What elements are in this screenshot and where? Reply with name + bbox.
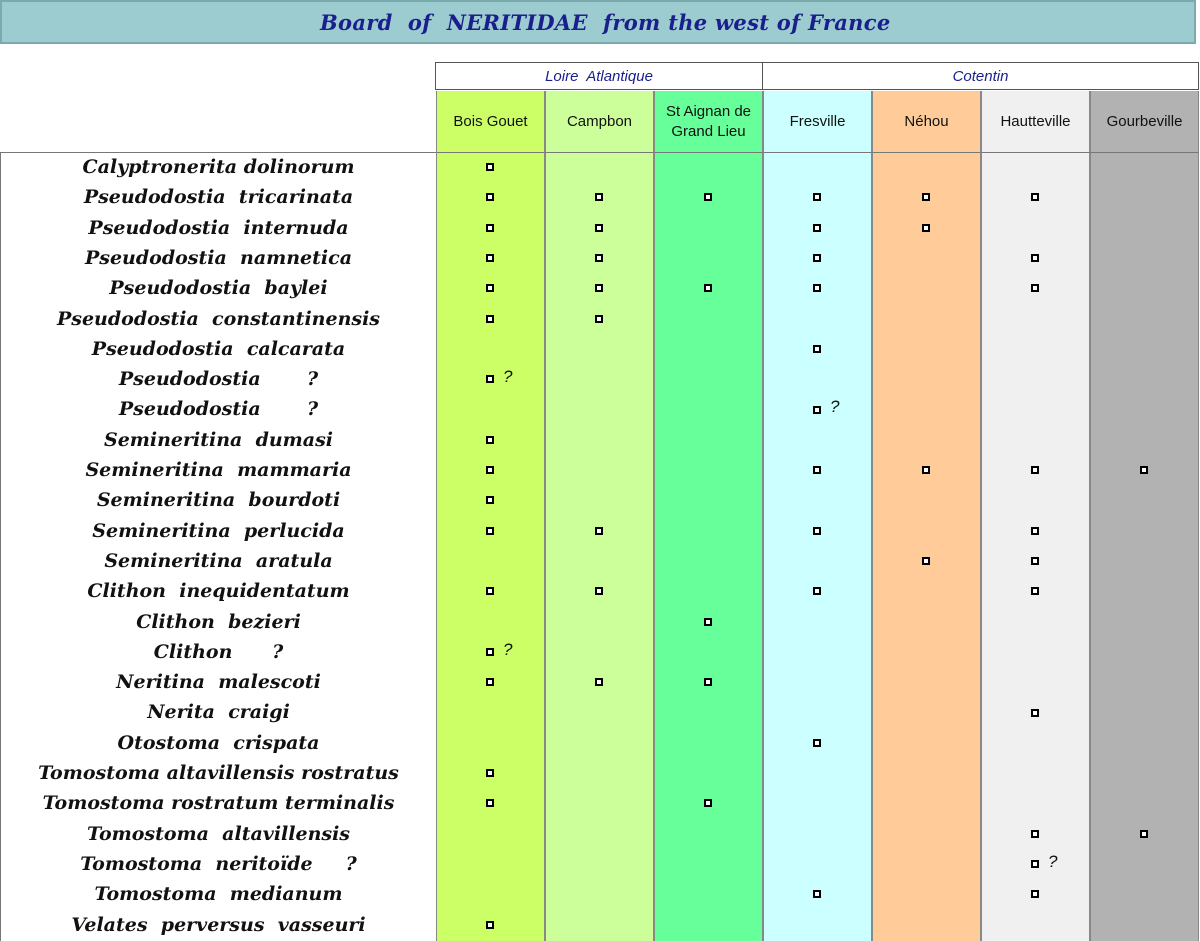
species-name: Calyptronerita dolinorum	[82, 156, 355, 178]
title-bar	[0, 0, 1196, 44]
species-name: Clithon bezieri	[136, 610, 301, 633]
uncertain-marker: ?	[1048, 851, 1058, 871]
column-header	[436, 91, 545, 153]
column-1-background	[436, 91, 545, 941]
column-header	[763, 91, 872, 153]
presence-marker	[486, 284, 494, 292]
presence-marker	[1031, 557, 1039, 565]
presence-marker	[486, 436, 494, 444]
column-6-background	[981, 91, 1090, 941]
presence-marker	[922, 466, 930, 474]
species-name: Tomostoma altavillensis rostratus	[38, 762, 399, 784]
species-name: Pseudodostia namnetica	[84, 246, 353, 269]
presence-marker	[486, 678, 494, 686]
presence-marker	[486, 496, 494, 504]
presence-marker	[1031, 466, 1039, 474]
species-name: Semineritina bourdoti	[96, 489, 341, 512]
column-header	[981, 91, 1090, 153]
presence-marker	[813, 406, 821, 414]
presence-marker	[486, 315, 494, 323]
presence-marker	[813, 193, 821, 201]
species-name: Clithon inequidentatum	[87, 580, 350, 603]
presence-marker	[813, 587, 821, 595]
column-header	[545, 91, 654, 153]
presence-marker	[813, 739, 821, 747]
column-header	[1090, 91, 1199, 153]
presence-marker	[486, 254, 494, 262]
presence-marker	[1140, 830, 1148, 838]
presence-marker	[486, 799, 494, 807]
species-name: Tomostoma altavillensis	[86, 822, 351, 845]
presence-marker	[486, 193, 494, 201]
species-name: Pseudodostia internuda	[88, 216, 349, 239]
species-name: Pseudodostia tricarinata	[83, 186, 354, 209]
presence-marker	[813, 254, 821, 262]
presence-marker	[1140, 466, 1148, 474]
presence-marker	[813, 284, 821, 292]
uncertain-marker: ?	[830, 397, 840, 417]
column-7-background	[1090, 91, 1199, 941]
presence-marker	[704, 799, 712, 807]
presence-marker	[1031, 830, 1039, 838]
species-name: Semineritina dumasi	[103, 428, 334, 451]
presence-marker	[486, 587, 494, 595]
presence-marker	[486, 648, 494, 656]
column-2-background	[545, 91, 654, 941]
species-name: Semineritina mammaria	[85, 459, 352, 481]
presence-marker	[922, 224, 930, 232]
species-name: Tomostoma rostratum terminalis	[42, 792, 395, 815]
presence-marker	[1031, 890, 1039, 898]
presence-marker	[704, 678, 712, 686]
species-name: Neritina malescoti	[116, 671, 321, 694]
species-name: Otostoma crispata	[117, 731, 320, 754]
column-5-background	[872, 91, 981, 941]
page-title: Board of NERITIDAE from the west of France	[320, 9, 891, 35]
uncertain-marker: ?	[503, 639, 513, 659]
presence-marker	[813, 466, 821, 474]
presence-marker	[486, 163, 494, 171]
species-name: Velates perversus vasseuri	[71, 913, 366, 936]
column-header-label: Hautteville	[1000, 112, 1071, 130]
presence-marker	[486, 527, 494, 535]
species-name: Nerita craigi	[147, 701, 290, 724]
presence-marker	[1031, 709, 1039, 717]
species-name: Pseudodostia calcarata	[91, 337, 346, 360]
presence-marker	[595, 284, 603, 292]
column-4-background	[763, 91, 872, 941]
presence-marker	[1031, 254, 1039, 262]
presence-marker	[595, 193, 603, 201]
species-name: Pseudodostia ?	[118, 398, 319, 421]
species-name: Tomostoma medianum	[94, 883, 343, 906]
species-name: Pseudodostia baylei	[109, 277, 328, 300]
presence-marker	[595, 224, 603, 232]
column-header	[872, 91, 981, 153]
presence-marker	[486, 769, 494, 777]
presence-marker	[704, 618, 712, 626]
presence-marker	[486, 375, 494, 383]
presence-marker	[704, 284, 712, 292]
presence-marker	[813, 224, 821, 232]
presence-marker	[922, 193, 930, 201]
presence-marker	[922, 557, 930, 565]
presence-marker	[813, 345, 821, 353]
presence-marker	[1031, 284, 1039, 292]
presence-marker	[813, 527, 821, 535]
species-name: Pseudodostia constantinensis	[56, 307, 380, 330]
presence-marker	[486, 921, 494, 929]
region-cotentin: Cotentin	[762, 62, 1199, 90]
presence-marker	[595, 678, 603, 686]
presence-marker	[486, 224, 494, 232]
presence-marker	[1031, 527, 1039, 535]
presence-marker	[595, 527, 603, 535]
column-header-label: Bois Gouet	[453, 112, 528, 130]
species-name: Tomostoma neritoïde ?	[80, 852, 357, 875]
column-header-label: St Aignan de Grand Lieu	[665, 103, 752, 140]
presence-marker	[704, 193, 712, 201]
species-name: Pseudodostia ?	[118, 368, 319, 391]
presence-marker	[595, 315, 603, 323]
column-header-label: Néhou	[904, 112, 949, 130]
region-loire-atlantique: Loire Atlantique	[435, 62, 763, 90]
species-name: Semineritina aratula	[104, 549, 333, 572]
column-header-label: Fresville	[789, 112, 846, 130]
presence-marker	[1031, 587, 1039, 595]
column-header-label: Gourbeville	[1106, 112, 1183, 130]
presence-marker	[486, 466, 494, 474]
column-header-label: Campbon	[566, 112, 633, 130]
presence-marker	[595, 587, 603, 595]
column-3-background	[654, 91, 763, 941]
column-header	[654, 91, 763, 153]
species-name: Semineritina perlucida	[92, 519, 345, 542]
presence-marker	[1031, 193, 1039, 201]
species-name: Clithon ?	[153, 640, 284, 663]
presence-marker	[813, 890, 821, 898]
presence-marker	[1031, 860, 1039, 868]
presence-marker	[595, 254, 603, 262]
uncertain-marker: ?	[503, 367, 513, 387]
